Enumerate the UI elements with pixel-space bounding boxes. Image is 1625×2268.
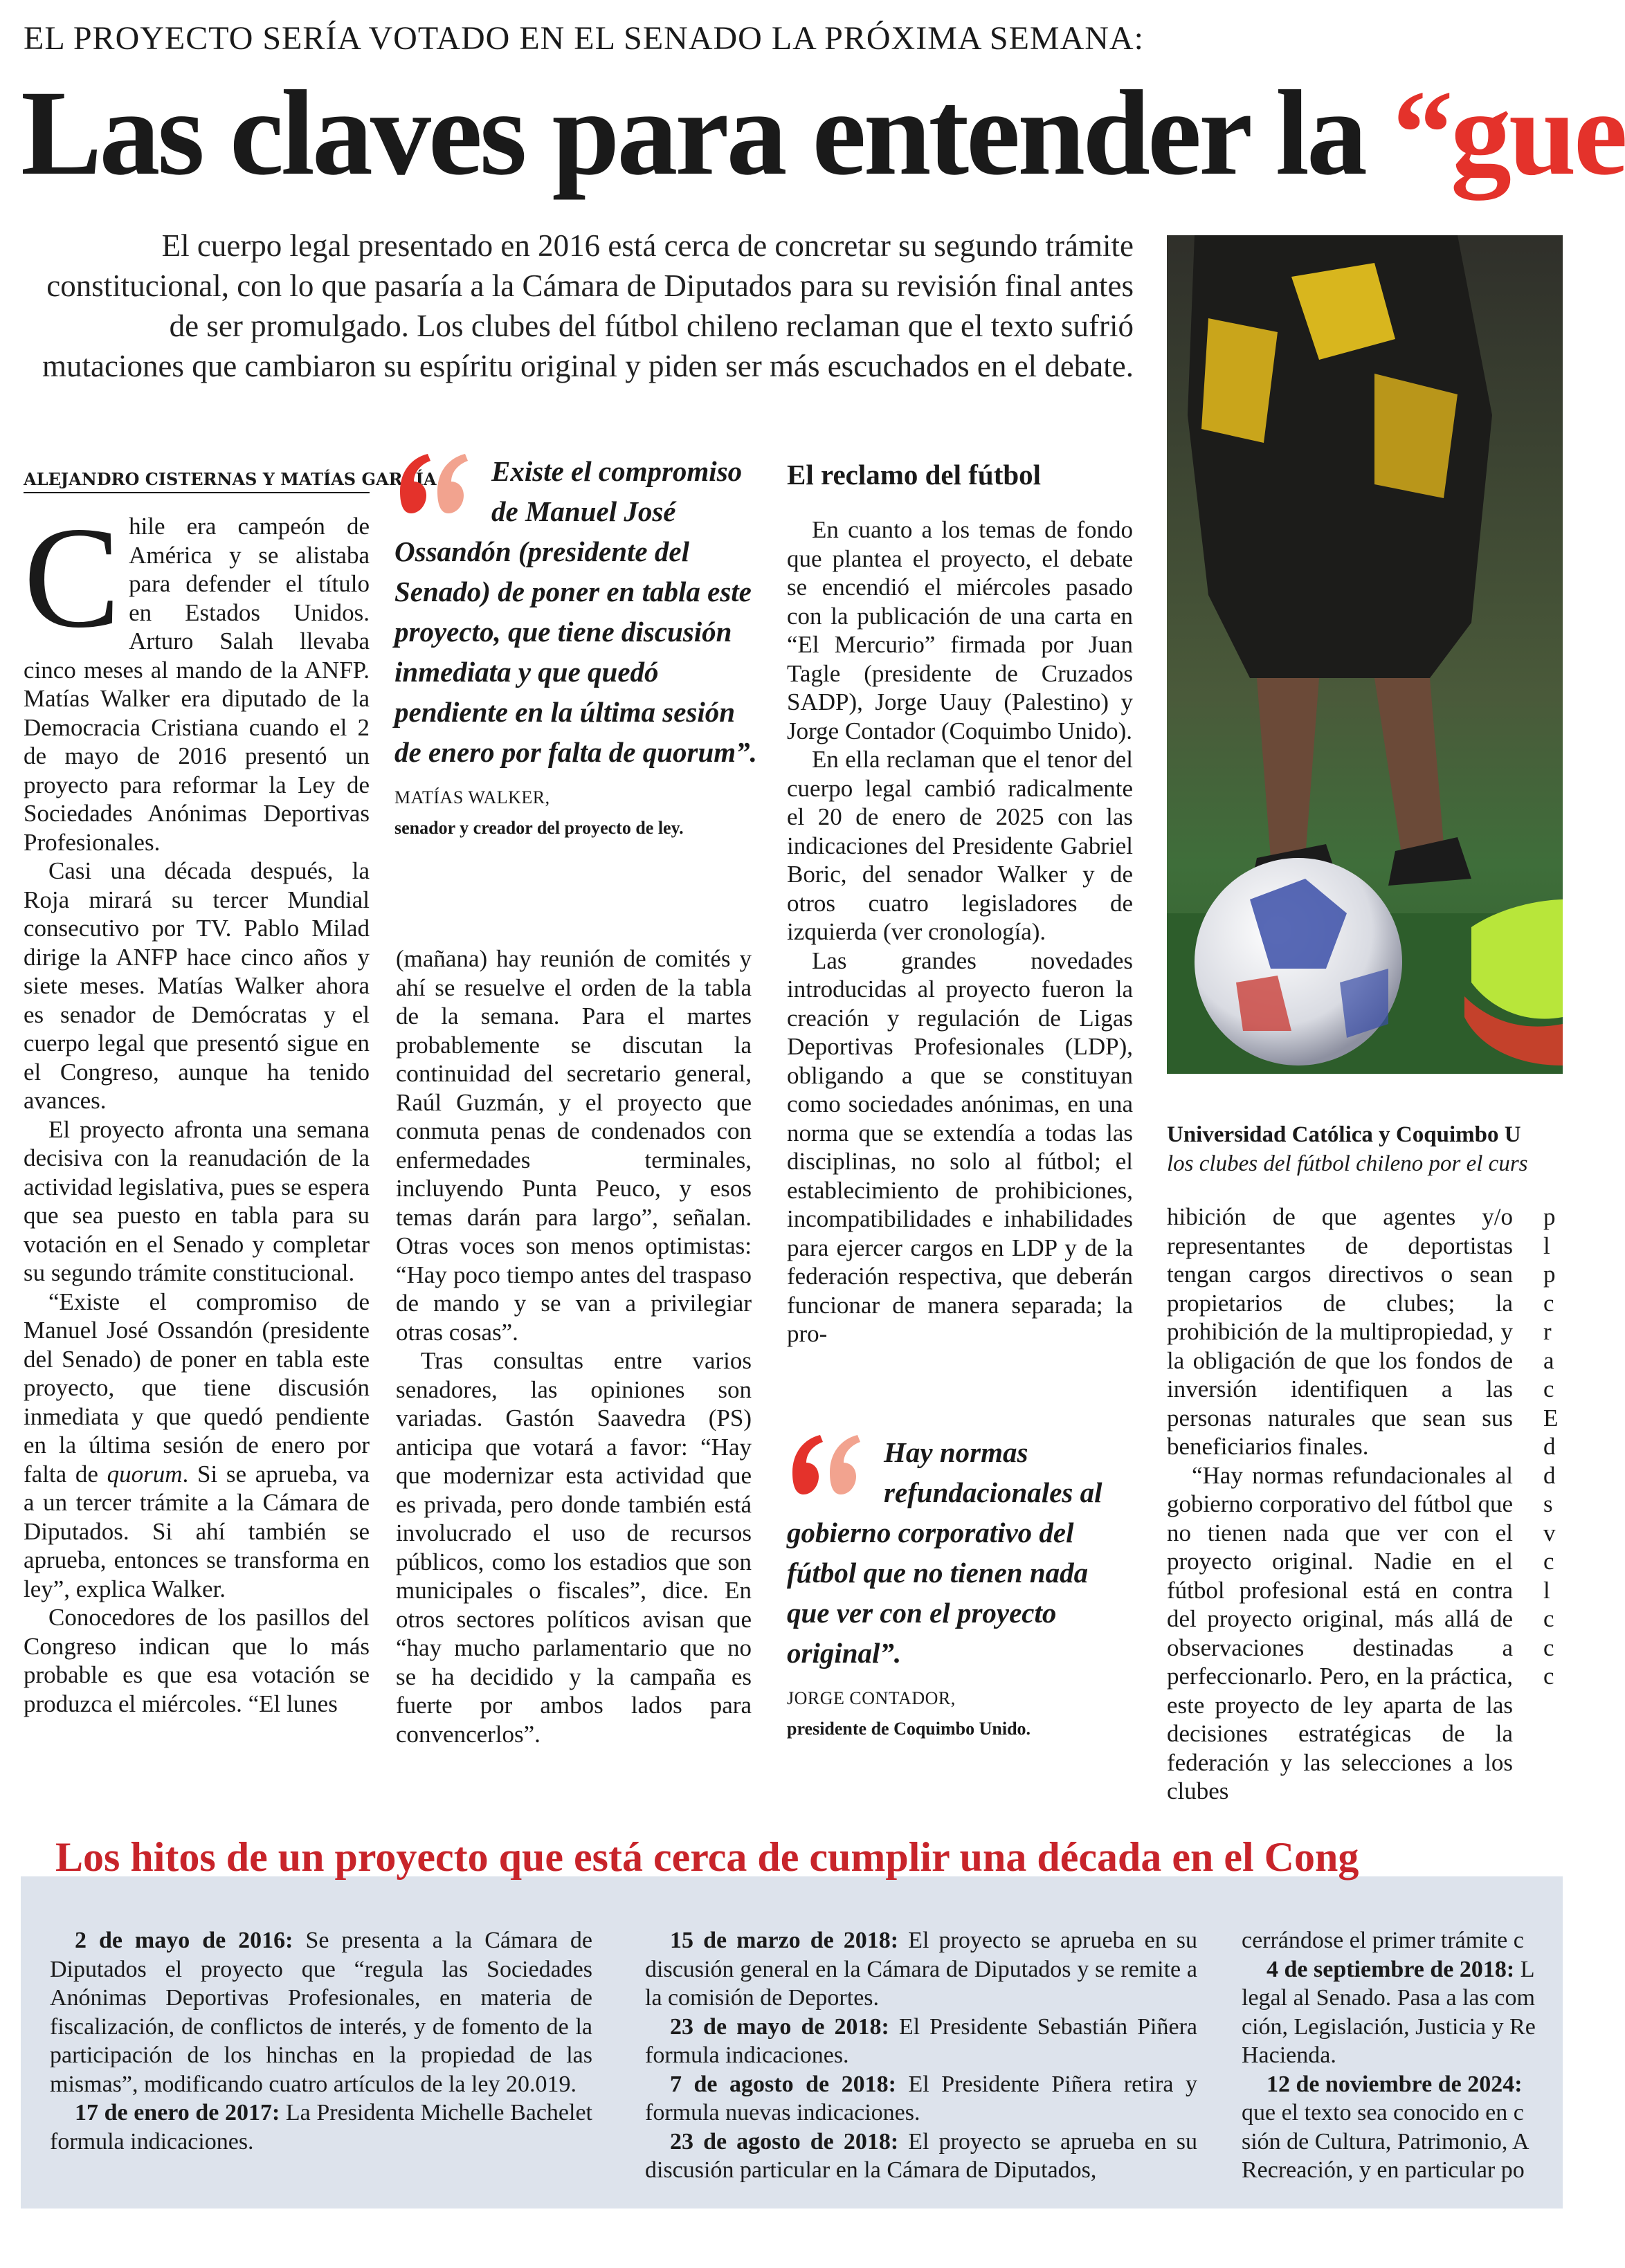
paragraph: Conocedores de los pasillos del Congreso indican que lo más probable es que esa votación se produzca el miércoles. “El lunes <box>24 1604 370 1717</box>
timeline-title: Los hitos de un proyecto que está cerca de cumplir una década en el Cong <box>55 1834 1359 1880</box>
quote-author-role: presidente de Coquimbo Unido. <box>787 1719 1031 1739</box>
article-column-1 <box>24 497 370 1718</box>
paragraph: En cuanto a los temas de fondo que plantea el proyecto, el debate se encendió el miércoles pasado con la publicación de una carta en “El Mercurio” firmada por Juan Tagle (presidente de Cruzados SADP), Jorge Uauy (Palestino) y Jorge Contador (Coquimbo Unido). <box>787 516 1133 744</box>
section-subhead: El reclamo del fútbol <box>787 459 1042 491</box>
timeline-column-2 <box>645 1926 1197 2185</box>
timeline-entry: 7 de agosto de 2018: El Presidente Piñera retira y formula nuevas indicaciones. <box>645 2071 1197 2125</box>
article-column-2 <box>396 944 752 1748</box>
headline <box>21 66 1625 201</box>
timeline-column-1 <box>50 1926 592 2156</box>
drop-cap: C <box>24 497 121 658</box>
headline-highlight: “gue <box>1392 66 1625 201</box>
paragraph: (mañana) hay reunión de comités y ahí se resuelve el orden de la tabla de la semana. Para el martes probablemente se discutan la continuidad del secretario general, Raúl Guzmán, y el proyecto que conmuta penas de condenados con enfermedades terminales, incluyendo Punta Peuco, y esos temas darán para largo”, señalan. Otras voces son menos optimistas: “Hay poco tiempo antes del traspaso de mando y se van a privilegiar otras cosas”. <box>396 945 752 1346</box>
football-photo-illustration <box>1167 235 1563 1074</box>
football-photo <box>1167 235 1563 1074</box>
deck: El cuerpo legal presentado en 2016 está cerca de concretar su segundo trámite constitucional, con lo que pasaría a la Cámara de Diputados para su revisión final antes de ser promulgado. Los clubes del fútbol chileno reclaman que el texto sufrió mutaciones que cambiaron su espíritu original y piden ser más escuchados en el debate. <box>42 228 1134 383</box>
paragraph: Tras consultas entre varios senadores, las opiniones son variadas. Gastón Saavedra (PS) anticipa que votará a favor: “Hay que modernizar esta actividad que es privada, pero donde también está involucrado el uso de recursos públicos, como los estadios que son municipales o fiscales”, dice. En otros sectores políticos avisan que “hay mucho parlamentario que no se ha decidido y la campaña es fuerte por ambos lados para convencerlos”. <box>396 1347 752 1748</box>
article-column-3 <box>787 515 1133 1348</box>
timeline-entry: 23 de agosto de 2018: El proyecto se aprueba en su discusión particular en la Cámara de Diputados, <box>645 2128 1197 2183</box>
paragraph: El proyecto afronta una semana decisiva con la reanudación de la actividad legislativa, pues se espera que sea puesto en tabla para su votación en el Senado y completar su segundo trámite constitucional. <box>24 1115 370 1286</box>
quote-author: MATÍAS WALKER, <box>394 787 550 807</box>
timeline-entry: 2 de mayo de 2016: Se presenta a la Cámara de Diputados el proyecto que “regula las Sociedades Anónimas Deportivas Profesionales, en materia de fiscalización, de conflictos de interés, y de fomento de la participación de los hinchas en la propiedad de las mismas”, modificando cuatro artículos de la ley 20.019. <box>50 1928 592 2097</box>
paragraph: Las grandes novedades introducidas al proyecto fueron la creación y regulación de Ligas Deportivas Profesionales (LDP), obligando a que se constituyan como sociedades anónimas, en una norma que se extendía a todas las disciplinas, no solo al fútbol; el establecimiento de prohibiciones, incompatibilidades e inhabilidades para ejercer cargos en LDP y de la federación respectiva, que deberán funcionar de manera separada; la pro- <box>787 946 1133 1347</box>
timeline-column-3-cropped: cerrándose el primer trámite c 4 de septiembre de 2018: L legal al Senado. Pasa a las com ción, Legislación, Justicia y Re Hacienda. 12 de noviembre de 2024: que el texto sea conocido en c sión de Cultura, Patrimonio, A Recreación, y en particular po <box>1242 1928 1536 2183</box>
headline-main: Las claves para entender la <box>21 66 1392 201</box>
quote-author: JORGE CONTADOR, <box>787 1688 956 1708</box>
quote-mark-icon <box>394 451 484 518</box>
pull-quote-walker <box>394 451 768 839</box>
paragraph: “Hay normas refundacionales al gobierno corporativo del fútbol que no tienen nada que ver con el proyecto original. Nadie en el fútbol profesional está en contra del proyecto original, más allá de observaciones destinadas a perfeccionarlo. Pero, en la práctica, este proyecto de ley aparta de las decisiones estratégicas de la federación y las selecciones a los clubes <box>1167 1461 1513 1804</box>
paragraph: “Existe el compromiso de Manuel José Ossandón (presidente del Senado) de poner en tabla este proyecto, que tiene discusión inmediata y que quedó pendiente en la última sesión de enero por falta de quorum. Si se aprueba, va a un tercer trámite a la Cámara de Diputados. Si ahí también se aprueba, entonces se transforma en ley”, explica Walker. <box>24 1288 370 1602</box>
byline: ALEJANDRO CISTERNAS Y MATÍAS GARCÍA <box>24 469 370 493</box>
paragraph: En ella reclaman que el tenor del cuerpo legal cambió radicalmente el 20 de enero de 2025 con las indicaciones del Presidente Gabriel Boric, del senador Walker y de otros cuatro legisladores de izquierda (ver cronología). <box>787 746 1133 945</box>
photo-caption-bold: Universidad Católica y Coquimbo U <box>1167 1122 1521 1147</box>
quote-author-role: senador y creador del proyecto de ley. <box>394 818 684 838</box>
timeline-entry: 23 de mayo de 2018: El Presidente Sebastián Piñera formula indicaciones. <box>645 2013 1197 2068</box>
article-column-4 <box>1167 1202 1513 1806</box>
quote-mark-icon <box>787 1432 877 1499</box>
paragraph: hibición de que agentes y/o representantes de deportistas tengan cargos directivos o sean propietarios de clubes; la prohibición de la multipropiedad, y la obligación de que los fondos de inversión identifiquen a las personas naturales que sean sus beneficiarios finales. <box>1167 1203 1513 1460</box>
pull-quote-contador <box>787 1432 1133 1739</box>
timeline-entry: 17 de enero de 2017: La Presidenta Michelle Bachelet formula indicaciones. <box>50 2100 592 2155</box>
paragraph: Casi una década después, la Roja mirará su tercer Mundial consecutivo por TV. Pablo Milad dirige la ANFP hace cinco años y siete meses. Matías Walker ahora es senador de Demócratas y el cuerpo legal que presentó sigue en el Congreso, aunque ha tenido avances. <box>24 857 370 1114</box>
article-column-5-cropped: p l p c r a c E d d s v c l c c c <box>1543 1203 1559 1690</box>
kicker: EL PROYECTO SERÍA VOTADO EN EL SENADO LA PRÓXIMA SEMANA: <box>24 20 1144 57</box>
quote-text: Hay normas refundacionales al gobierno corporativo del fútbol que no tienen nada que ver con el proyecto original”. <box>787 1436 1102 1669</box>
quote-text: Existe el compromiso de Manuel José Ossandón (presidente del Senado) de poner en tabla este proyecto, que tiene discusión inmediata y que quedó pendiente en la última sesión de enero por falta de quorum”. <box>394 455 757 768</box>
photo-caption-italic: los clubes del fútbol chileno por el curs <box>1167 1151 1528 1176</box>
timeline-entry: 15 de marzo de 2018: El proyecto se aprueba en su discusión general en la Cámara de Diputados y se remite a la comisión de Deportes. <box>645 1928 1198 2011</box>
paragraph: Chile era campeón de América y se alistaba para defender el título en Estados Unidos. Arturo Salah llevaba cinco meses al mando de la ANFP. Matías Walker era diputado de la Democracia Cristiana cuando el 2 de mayo de 2016 presentó un proyecto para reformar la Ley de Sociedades Anónimas Deportivas Profesionales. <box>24 497 370 856</box>
